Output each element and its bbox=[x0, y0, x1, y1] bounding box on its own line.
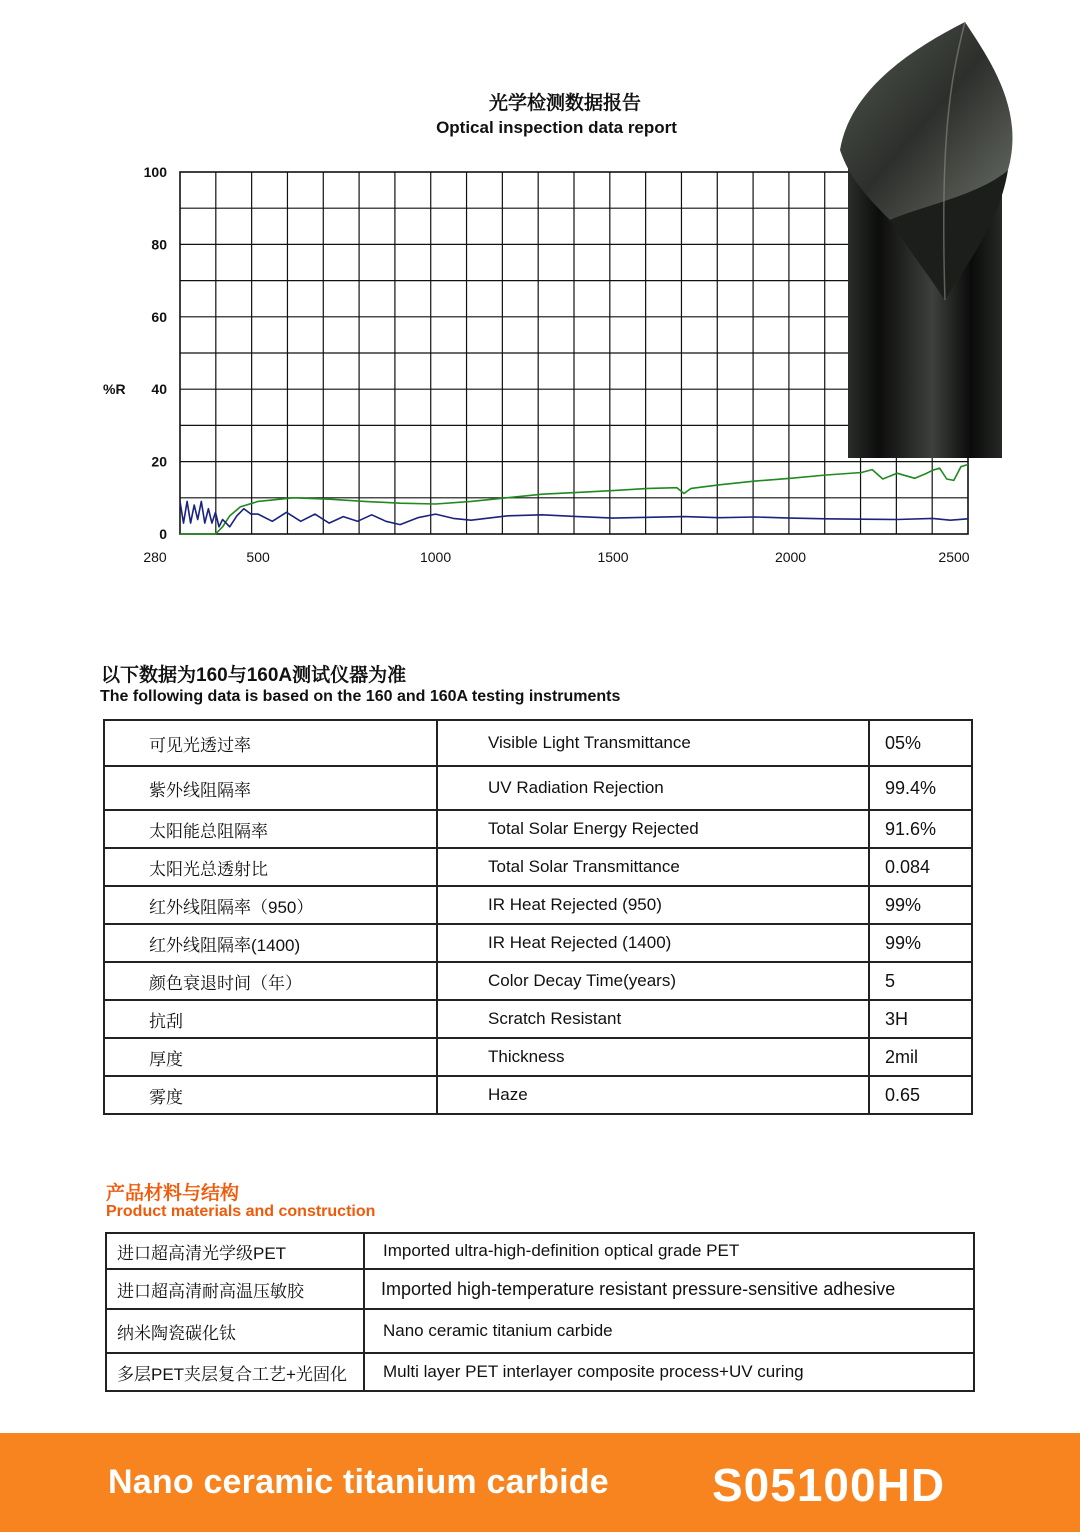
material-label-zh: 进口超高清耐高温压敏胶 bbox=[106, 1269, 364, 1309]
spec-value: 91.6% bbox=[869, 810, 972, 848]
chart-title-zh: 光学检测数据报告 bbox=[488, 93, 641, 114]
spec-table bbox=[103, 719, 973, 1115]
spec-value: 99% bbox=[869, 886, 972, 924]
table-row bbox=[104, 1000, 972, 1038]
spec-label-en: Haze bbox=[437, 1076, 869, 1114]
spec-value: 99% bbox=[869, 924, 972, 962]
material-label-zh: 多层PET夹层复合工艺+光固化 bbox=[106, 1353, 364, 1391]
spec-title-zh: 以下数据为160与160A测试仪器为准 bbox=[101, 665, 407, 686]
y-tick-label: 20 bbox=[151, 453, 167, 470]
spec-value: 5 bbox=[869, 962, 972, 1000]
spec-value: 0.084 bbox=[869, 848, 972, 886]
x-tick-label: 500 bbox=[246, 549, 270, 565]
table-row bbox=[104, 886, 972, 924]
spec-label-zh: 紫外线阻隔率 bbox=[104, 766, 437, 810]
spec-label-en: Total Solar Transmittance bbox=[437, 848, 869, 886]
spec-value: 3H bbox=[869, 1000, 972, 1038]
material-label-zh: 进口超高清光学级PET bbox=[106, 1233, 364, 1269]
table-row bbox=[104, 848, 972, 886]
spec-label-zh: 红外线阻隔率(1400) bbox=[104, 924, 437, 962]
y-axis-label: %R bbox=[103, 381, 126, 398]
table-row bbox=[104, 766, 972, 810]
table-row bbox=[104, 720, 972, 766]
spec-label-zh: 抗刮 bbox=[104, 1000, 437, 1038]
spec-label-zh: 可见光透过率 bbox=[104, 720, 437, 766]
y-tick-label: 100 bbox=[143, 164, 167, 180]
spec-label-zh: 颜色衰退时间（年） bbox=[104, 962, 437, 1000]
spec-title-en: The following data is based on the 160 and 160A testing instruments bbox=[100, 688, 621, 705]
spec-label-en: Total Solar Energy Rejected bbox=[437, 810, 869, 848]
spec-value: 99.4% bbox=[869, 766, 972, 810]
table-row bbox=[106, 1309, 974, 1353]
material-label-en: Multi layer PET interlayer composite process+UV curing bbox=[364, 1353, 974, 1391]
spec-label-en: Thickness bbox=[437, 1038, 869, 1076]
spec-label-en: UV Radiation Rejection bbox=[437, 766, 869, 810]
footer-product-name: Nano ceramic titanium carbide bbox=[108, 1463, 609, 1501]
spec-label-zh: 太阳能总阻隔率 bbox=[104, 810, 437, 848]
spec-value: 2mil bbox=[869, 1038, 972, 1076]
table-row bbox=[104, 962, 972, 1000]
spec-label-zh: 雾度 bbox=[104, 1076, 437, 1114]
table-row bbox=[104, 810, 972, 848]
y-tick-label: 80 bbox=[151, 236, 167, 253]
table-row bbox=[104, 924, 972, 962]
spec-label-zh: 红外线阻隔率（950） bbox=[104, 886, 437, 924]
x-tick-label: 1000 bbox=[419, 549, 452, 565]
table-row bbox=[106, 1233, 974, 1269]
spec-label-en: IR Heat Rejected (950) bbox=[437, 886, 869, 924]
material-label-en: Nano ceramic titanium carbide bbox=[364, 1309, 974, 1353]
spec-label-en: Scratch Resistant bbox=[437, 1000, 869, 1038]
footer-model: S05100HD bbox=[712, 1459, 946, 1511]
material-label-en: Imported ultra-high-definition optical grade PET bbox=[364, 1233, 974, 1269]
materials-title-en: Product materials and construction bbox=[106, 1203, 376, 1220]
x-tick-label: 280 bbox=[143, 549, 167, 565]
x-tick-label: 2500 bbox=[938, 549, 970, 565]
material-label-zh: 纳米陶瓷碳化钛 bbox=[106, 1309, 364, 1353]
y-tick-label: 60 bbox=[151, 308, 167, 325]
x-tick-label: 2000 bbox=[774, 549, 807, 565]
spec-label-en: Visible Light Transmittance bbox=[437, 720, 869, 766]
spec-label-en: Color Decay Time(years) bbox=[437, 962, 869, 1000]
table-row bbox=[106, 1353, 974, 1391]
spec-label-zh: 厚度 bbox=[104, 1038, 437, 1076]
x-tick-label: 1500 bbox=[597, 549, 629, 565]
table-row bbox=[104, 1076, 972, 1114]
chart-title-en: Optical inspection data report bbox=[436, 118, 677, 137]
film-roll-photo bbox=[830, 20, 1020, 460]
spec-label-zh: 太阳光总透射比 bbox=[104, 848, 437, 886]
y-tick-label: 40 bbox=[151, 381, 167, 398]
materials-table bbox=[105, 1232, 975, 1392]
materials-title-zh: 产品材料与结构 bbox=[106, 1183, 240, 1204]
spec-value: 0.65 bbox=[869, 1076, 972, 1114]
y-tick-label: 0 bbox=[159, 526, 167, 542]
table-row bbox=[104, 1038, 972, 1076]
material-label-en: Imported high-temperature resistant pressure-sensitive adhesive bbox=[364, 1269, 974, 1309]
spec-value: 05% bbox=[869, 720, 972, 766]
spec-label-en: IR Heat Rejected (1400) bbox=[437, 924, 869, 962]
table-row bbox=[106, 1269, 974, 1309]
